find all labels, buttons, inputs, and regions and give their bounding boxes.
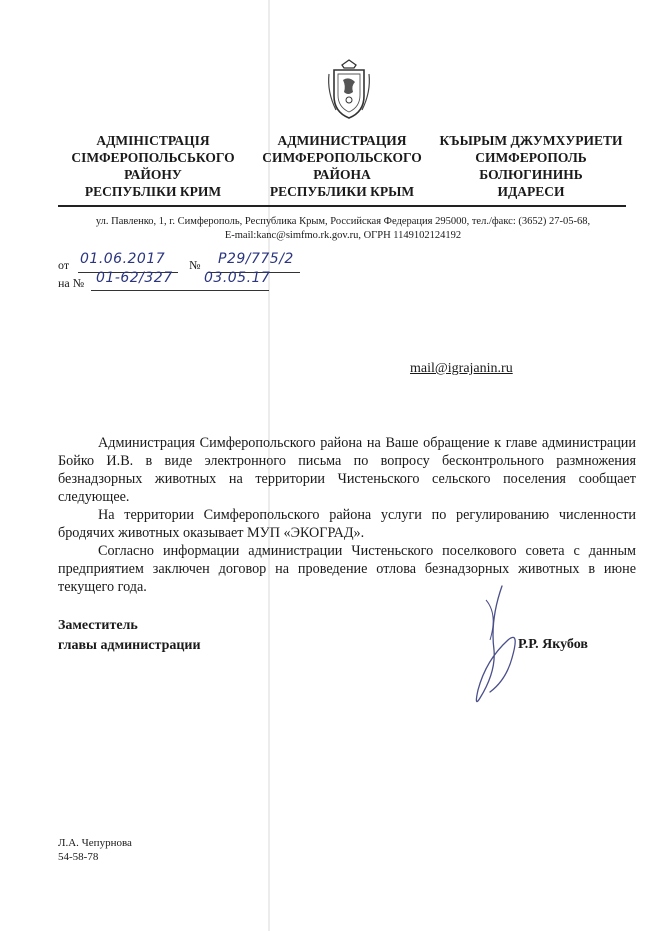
- header-crh-line: КЪЫРЫМ ДЖУМХУРИЕТИ: [439, 133, 623, 148]
- executor-name: Л.А. Чепурнова: [58, 837, 132, 849]
- header-crh-line: ИДАРЕСИ: [497, 184, 565, 199]
- handwritten-outgoing-number: Р29/775/2: [218, 251, 294, 267]
- handwritten-incoming-date: 03.05.17: [204, 270, 271, 286]
- body-paragraph: Согласно информации администрации Чистеньского поселкового совета с данным предприятием заключен договор на проведение отлова безнадзорных животных в июне текущего года.: [58, 543, 636, 595]
- header-ru-line: РАЙОНА: [313, 167, 371, 182]
- executor-block: [58, 836, 132, 864]
- header-ru-line: РЕСПУБЛИКИ КРЫМ: [269, 184, 415, 199]
- executor-phone: 54-58-78: [58, 851, 99, 863]
- signer-position-line: Заместитель: [58, 618, 138, 633]
- address-line: ул. Павленко, 1, г. Симферополь, Республика Крым, Российская Федерация 295000, тел./факс: (3652) 27-05-68,: [95, 216, 591, 227]
- address-contacts: E-mail:kanc@simfmo.rk.gov.ru, ОГРН 1149102124192: [224, 230, 462, 241]
- signer-position-line: главы администрации: [58, 638, 201, 653]
- header-crh-line: СИМФЕРОПОЛЬ: [475, 150, 587, 165]
- crimea-coat-of-arms-icon: [326, 56, 372, 122]
- handwritten-date: 01.06.2017: [80, 251, 166, 267]
- from-label: от: [58, 258, 70, 272]
- signer-position: [58, 616, 201, 656]
- header-russian: [246, 132, 438, 200]
- signer-name: Р.Р. Якубов: [518, 637, 588, 652]
- header-crh-line: БОЛЮГИНИНЬ: [479, 167, 583, 182]
- header-ua-line: АДМІНІСТРАЦІЯ: [96, 133, 210, 148]
- header-ru-line: СИМФЕРОПОЛЬСКОГО: [262, 150, 422, 165]
- header-ua-line: РАЙОНУ: [124, 167, 182, 182]
- header-ru-line: АДМИНИСТРАЦИЯ: [277, 133, 407, 148]
- on-number-label: на №: [58, 276, 85, 290]
- body-paragraph: Администрация Симферопольского района на Ваше обращение к главе администрации Бойко И.В. в виде электронного письма по вопросу бесконтрольного размножения безнадзорных животных на территории Чистеньского сельского поселения сообщает следующее.: [58, 435, 636, 505]
- address-block: [58, 215, 628, 243]
- number-label: №: [189, 258, 201, 272]
- letter-body: [58, 434, 636, 596]
- header-crimean-tatar: [426, 132, 636, 200]
- body-paragraph: На территории Симферопольского района услуги по регулированию численности бродячих животных оказывает МУП «ЭКОГРАД».: [58, 507, 636, 541]
- header-divider: [58, 205, 626, 207]
- header-ukrainian: [58, 132, 248, 200]
- header-ua-line: СІМФЕРОПОЛЬСЬКОГО: [71, 150, 235, 165]
- recipient-email[interactable]: mail@igrajanin.ru: [410, 361, 513, 376]
- handwritten-incoming-number: 01-62/327: [96, 270, 173, 286]
- header-ua-line: РЕСПУБЛІКИ КРИМ: [84, 184, 222, 199]
